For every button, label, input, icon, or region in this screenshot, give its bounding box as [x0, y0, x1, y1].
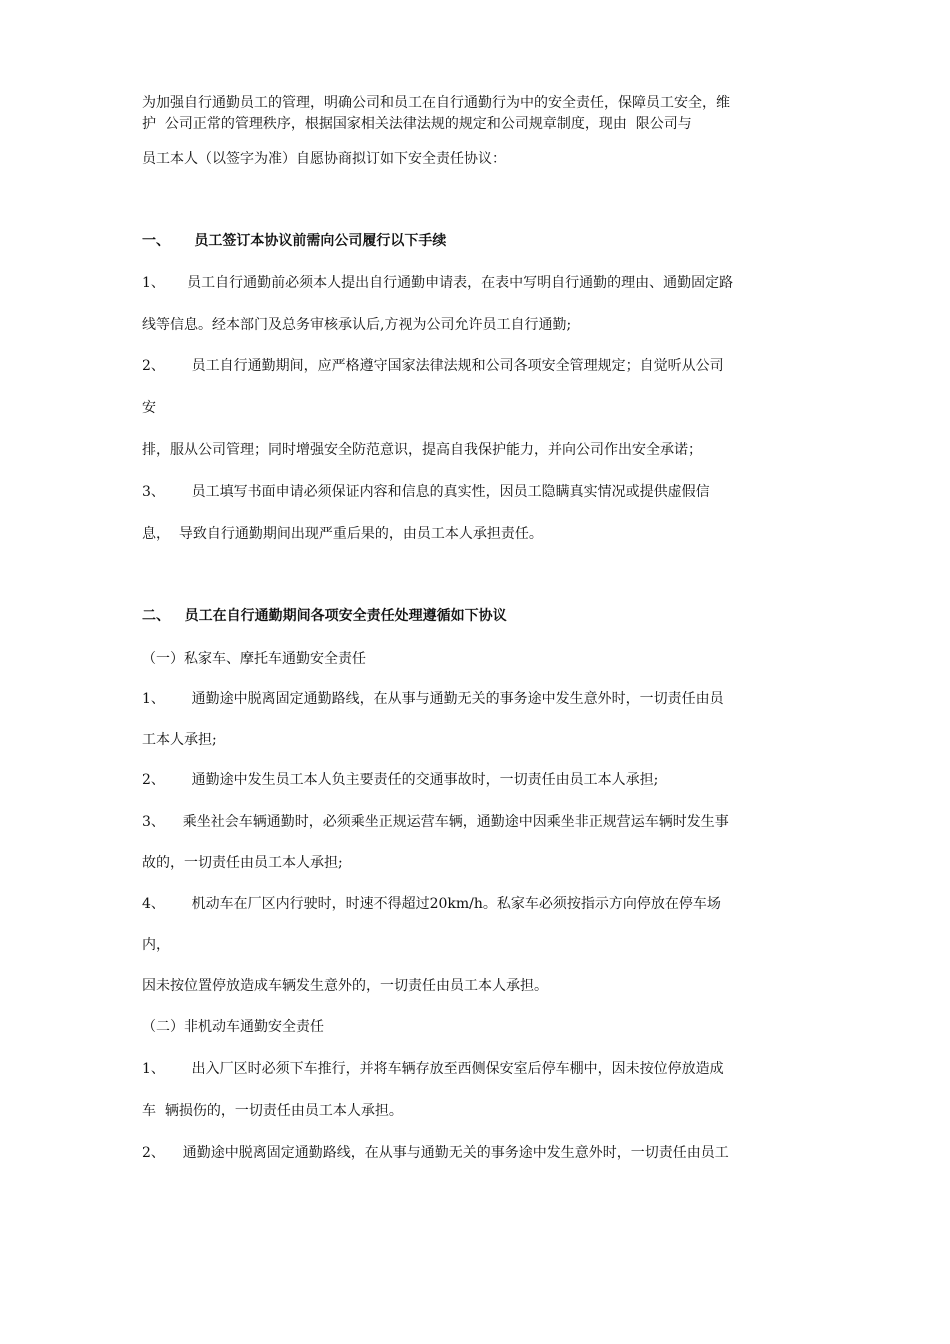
section-1-heading: 一、 员工签订本协议前需向公司履行以下手续	[142, 233, 447, 249]
section-2-sub-2-title: （二）非机动车通勤安全责任	[142, 1019, 324, 1035]
section-2-sub-2-item-1-line-2: 车 辆损伤的，一切责任由员工本人承担。	[142, 1103, 403, 1119]
section-1-item-2-line-2: 安	[142, 400, 156, 416]
section-2-sub-1-item-3-line-1: 3、 乘坐社会车辆通勤时，必须乘坐正规运营车辆，通勤途中因乘坐非正规营运车辆时发生事	[142, 814, 729, 830]
section-2-sub-2-item-1-line-1: 1、 出入厂区时必须下车推行，并将车辆存放至西侧保安室后停车棚中，因未按位停放造成	[142, 1061, 724, 1077]
section-1-item-1-line-1: 1、 员工自行通勤前必须本人提出自行通勤申请表，在表中写明自行通勤的理由、通勤固定路	[142, 275, 734, 291]
section-2-heading: 二、 员工在自行通勤期间各项安全责任处理遵循如下协议	[142, 608, 507, 624]
section-1-item-2-line-3: 排，服从公司管理；同时增强安全防范意识，提高自我保护能力，并向公司作出安全承诺；	[142, 442, 702, 458]
section-2-sub-2-item-2-line-1: 2、 通勤途中脱离固定通勤路线，在从事与通勤无关的事务途中发生意外时，一切责任由员工	[142, 1145, 729, 1161]
section-2-sub-1-item-1-line-2: 工本人承担;	[142, 732, 217, 748]
section-1-item-3-line-1: 3、 员工填写书面申请必须保证内容和信息的真实性，因员工隐瞒真实情况或提供虚假信	[142, 484, 710, 500]
section-1-item-2-line-1: 2、 员工自行通勤期间，应严格遵守国家法律法规和公司各项安全管理规定；自觉听从公司	[142, 358, 724, 374]
section-2-sub-1-item-1-line-1: 1、 通勤途中脱离固定通勤路线，在从事与通勤无关的事务途中发生意外时，一切责任由员	[142, 691, 724, 707]
section-1-item-1-line-2: 线等信息。经本部门及总务审核承认后,方视为公司允许员工自行通勤;	[142, 317, 572, 333]
section-2-sub-1-title: （一）私家车、摩托车通勤安全责任	[142, 651, 366, 667]
section-2-sub-1-item-3-line-2: 故的，一切责任由员工本人承担;	[142, 855, 343, 871]
section-2-sub-1-item-4-line-3: 因未按位置停放造成车辆发生意外的，一切责任由员工本人承担。	[142, 978, 548, 994]
section-2-sub-1-item-4-line-2: 内，	[142, 937, 170, 953]
intro-line-2: 护 公司正常的管理秩序，根据国家相关法律法规的规定和公司规章制度，现由 限公司与	[142, 116, 692, 132]
section-1-item-3-line-2: 息， 导致自行通勤期间出现严重后果的，由员工本人承担责任。	[142, 526, 543, 542]
section-2-sub-1-item-4-line-1: 4、 机动车在厂区内行驶时，时速不得超过20km/h。私家车必须按指示方向停放在停车场	[142, 896, 721, 912]
intro-line-1: 为加强自行通勤员工的管理，明确公司和员工在自行通勤行为中的安全责任，保障员工安全，维	[142, 95, 730, 111]
section-2-sub-1-item-2-line-1: 2、 通勤途中发生员工本人负主要责任的交通事故时，一切责任由员工本人承担;	[142, 772, 659, 788]
intro-line-3: 员工本人（以签字为准）自愿协商拟订如下安全责任协议：	[142, 151, 506, 167]
